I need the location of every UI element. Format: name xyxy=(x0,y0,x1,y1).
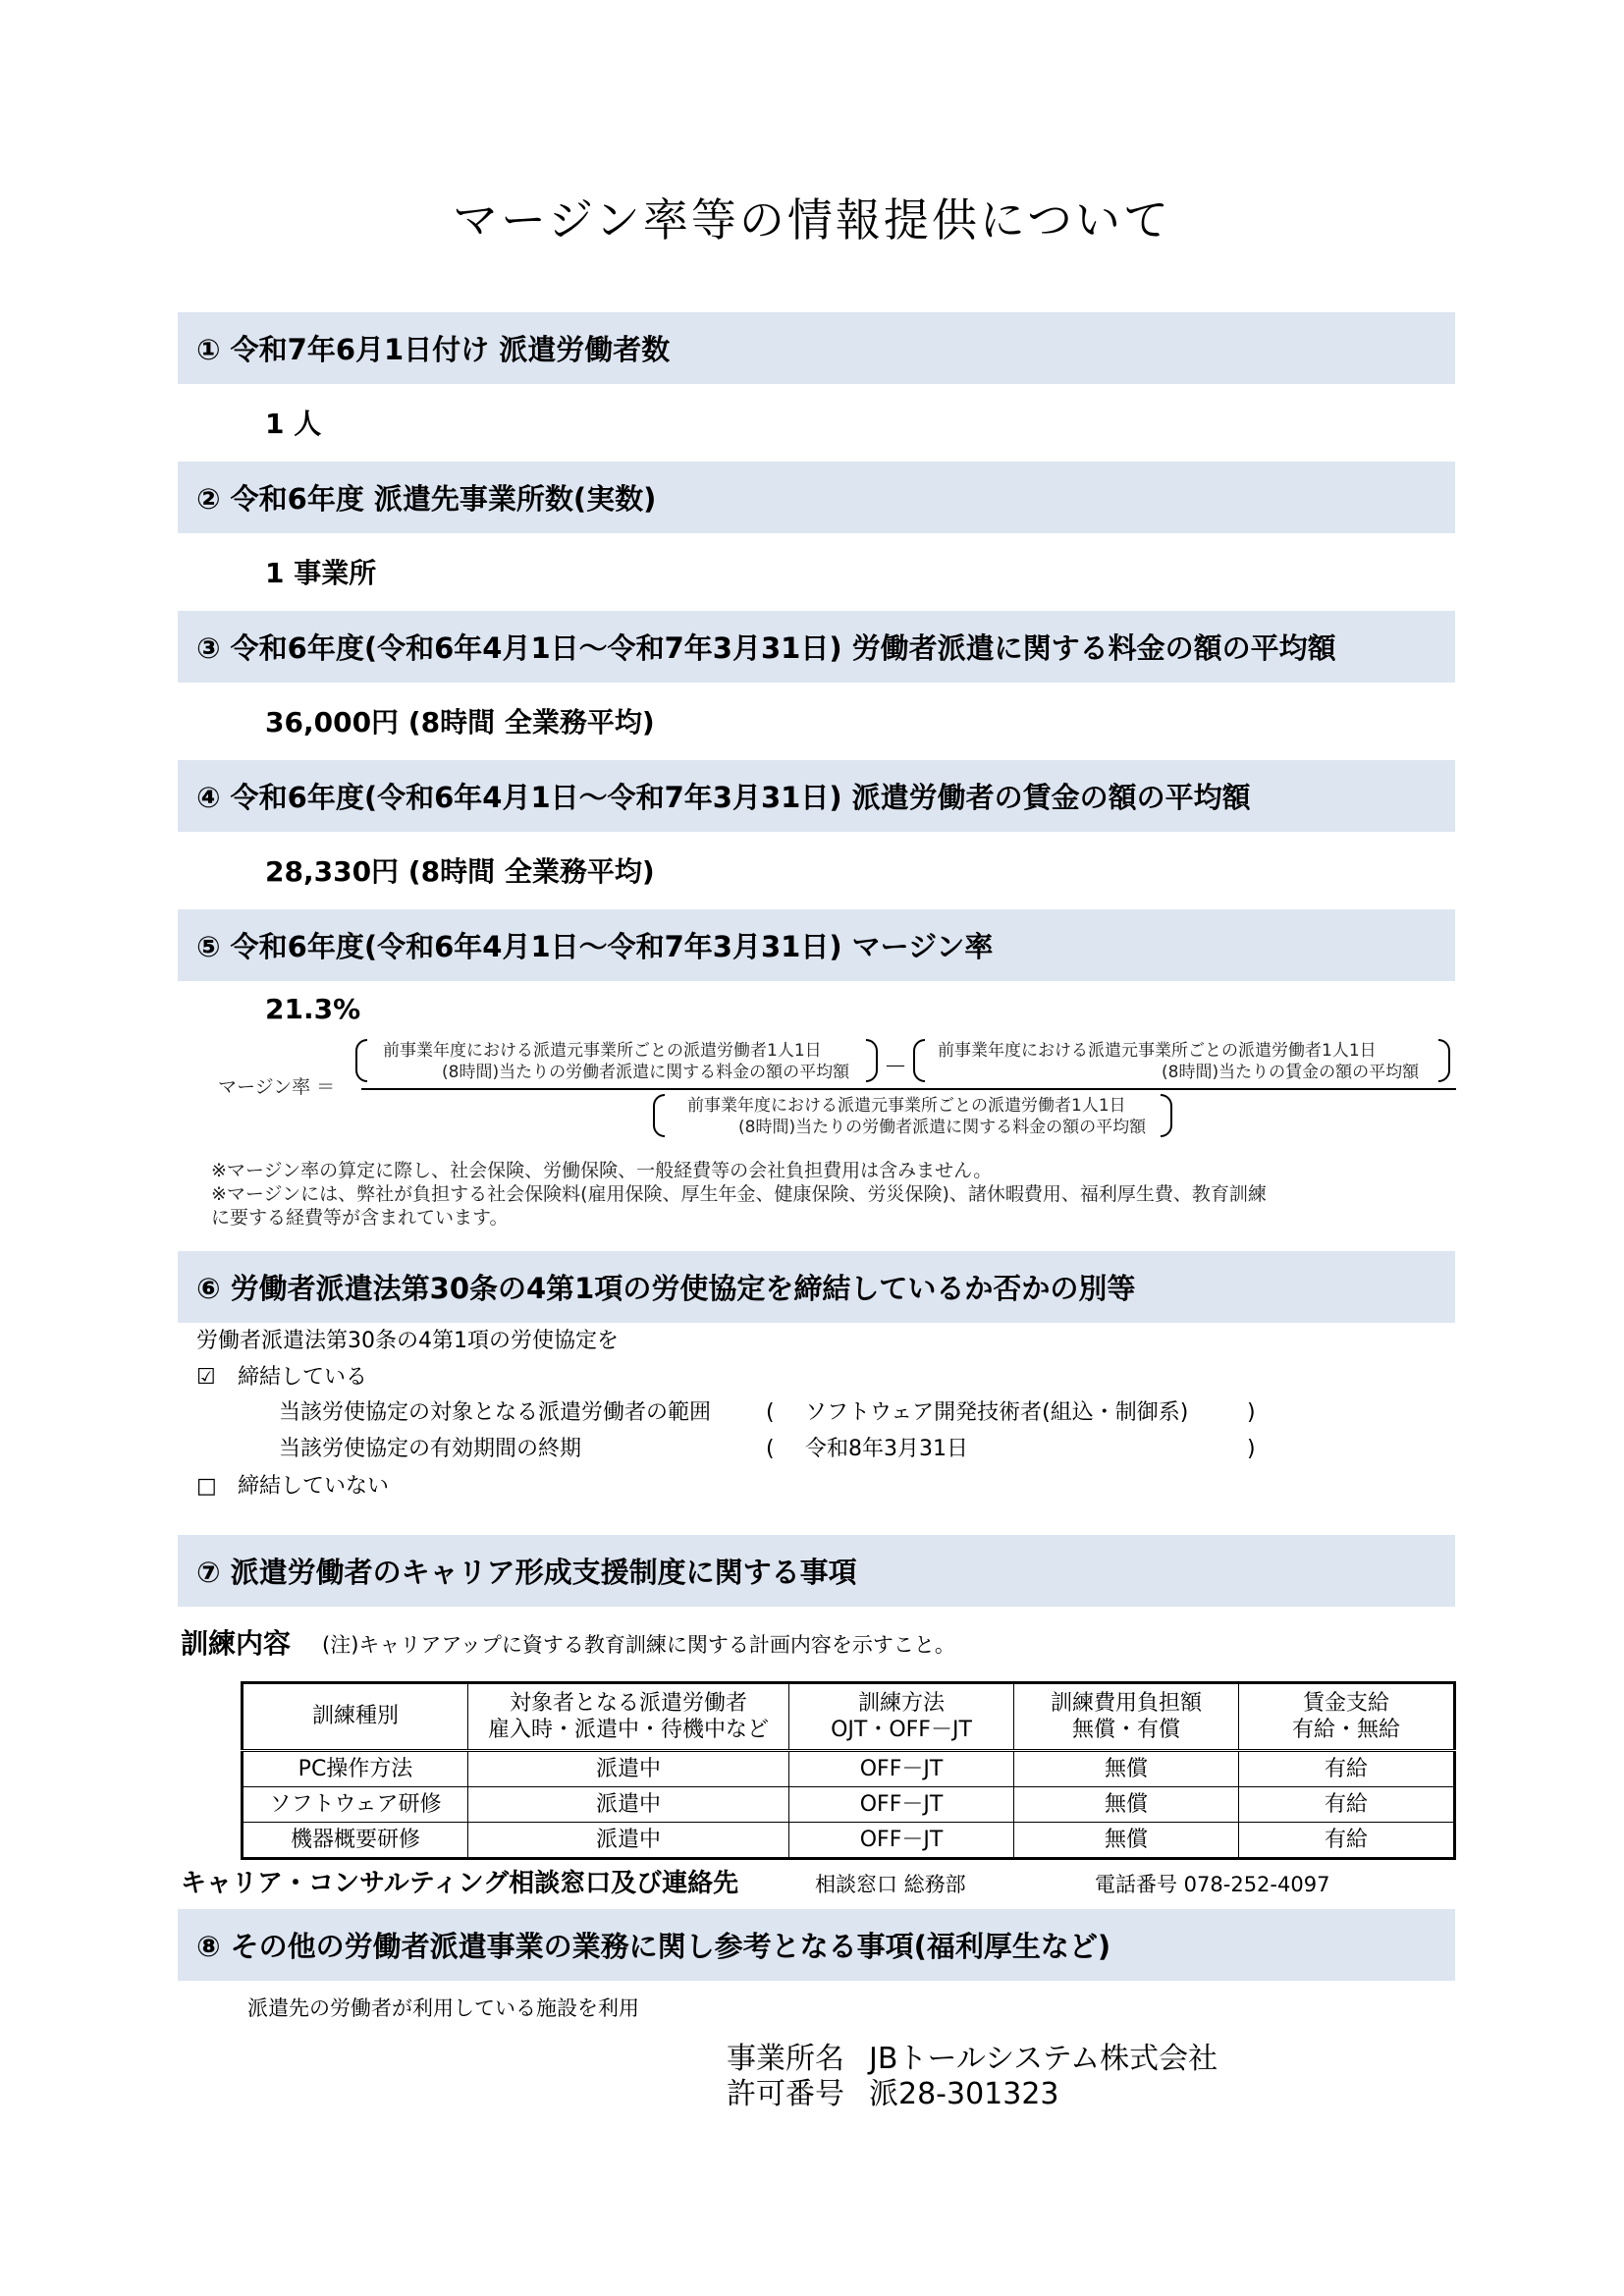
section-5-heading: ⑤ 令和6年度(令和6年4月1日～令和7年3月31日) マージン率 xyxy=(196,930,994,963)
section-8-heading: ⑧ その他の労働者派遣事業の業務に関し参考となる事項(福利厚生など) xyxy=(196,1930,1111,1963)
note-3: に要する経費等が含まれています。 xyxy=(211,1207,509,1229)
term-close-paren: ) xyxy=(1247,1437,1256,1461)
cell-target: 派遣中 xyxy=(468,1823,789,1859)
cell-method: OFF－JT xyxy=(789,1787,1014,1823)
section-6-heading: ⑥ 労働者派遣法第30条の4第1項の労使協定を締結しているか否かの別等 xyxy=(196,1272,1136,1305)
formula-num-left-1: 前事業年度における派遣元事業所ごとの派遣労働者1人1日 xyxy=(383,1041,822,1061)
training-heading: 訓練内容 xyxy=(181,1627,292,1660)
bracket-right-2 xyxy=(1438,1039,1450,1082)
scope-label: 当該労使協定の対象となる派遣労働者の範囲 xyxy=(279,1400,712,1425)
cell-training-type: ソフトウェア研修 xyxy=(243,1787,468,1823)
dispatched-worker-count: 1 人 xyxy=(265,408,322,440)
note-2: ※マージンには、弊社が負担する社会保険料(雇用保険、厚生年金、健康保険、労災保険)、諸休暇費用、福利厚生費、教育訓練 xyxy=(211,1183,1267,1205)
not-concluded-label: 締結していない xyxy=(238,1474,390,1499)
fraction-line xyxy=(361,1088,1456,1090)
scope-close-paren: ) xyxy=(1247,1400,1256,1425)
bracket-right-1 xyxy=(866,1039,878,1082)
term-open-paren: ( xyxy=(766,1437,775,1461)
formula-label: マージン率 ＝ xyxy=(218,1076,336,1098)
section-2-heading: ② 令和6年度 派遣先事業所数(実数) xyxy=(196,482,657,516)
section-7-heading: ⑦ 派遣労働者のキャリア形成支援制度に関する事項 xyxy=(196,1556,857,1589)
bracket-left-1 xyxy=(355,1039,367,1082)
client-office-count: 1 事業所 xyxy=(265,557,377,589)
table-row xyxy=(243,1823,1455,1859)
average-fee: 36,000円 (8時間 全業務平均) xyxy=(265,706,655,738)
header-wage-payment: 賃金支給 有給・無給 xyxy=(1239,1683,1455,1751)
cell-cost: 無償 xyxy=(1014,1751,1239,1787)
not-concluded-checkbox[interactable]: □ xyxy=(196,1474,217,1499)
section-3-heading: ③ 令和6年度(令和6年4月1日～令和7年3月31日) 労働者派遣に関する料金の額の平均額 xyxy=(196,631,1336,665)
cell-wage: 有給 xyxy=(1239,1751,1455,1787)
bracket-left-3 xyxy=(653,1094,665,1137)
cell-training-type: PC操作方法 xyxy=(243,1751,468,1787)
term-label: 当該労使協定の有効期間の終期 xyxy=(279,1437,582,1461)
margin-rate-value: 21.3% xyxy=(265,993,361,1025)
header-training-type: 訓練種別 xyxy=(243,1683,468,1751)
office-name-value: JBトールシステム株式会社 xyxy=(869,2042,1218,2076)
scope-open-paren: ( xyxy=(766,1400,775,1425)
cell-method: OFF－JT xyxy=(789,1751,1014,1787)
formula-den-1: 前事業年度における派遣元事業所ごとの派遣労働者1人1日 xyxy=(687,1096,1126,1116)
cell-target: 派遣中 xyxy=(468,1751,789,1787)
concluded-checkbox[interactable]: ☑ xyxy=(196,1365,216,1390)
bracket-left-2 xyxy=(913,1039,925,1082)
formula-num-right-2: (8時間)当たりの賃金の額の平均額 xyxy=(1162,1063,1420,1082)
concluded-label: 締結している xyxy=(238,1365,368,1390)
consult-window: 相談窓口 総務部 xyxy=(815,1873,966,1896)
cell-cost: 無償 xyxy=(1014,1823,1239,1859)
header-training-cost: 訓練費用負担額 無償・有償 xyxy=(1014,1683,1239,1751)
formula-den-2: (8時間)当たりの労働者派遣に関する料金の額の平均額 xyxy=(738,1118,1147,1137)
office-name-label: 事業所名 xyxy=(727,2042,844,2076)
table-header-row xyxy=(243,1683,1455,1751)
note-1: ※マージン率の算定に際し、社会保険、労働保険、一般経費等の会社負担費用は含みません。 xyxy=(211,1160,993,1181)
average-wage: 28,330円 (8時間 全業務平均) xyxy=(265,855,655,888)
agreement-intro: 労働者派遣法第30条の4第1項の労使協定を xyxy=(196,1329,619,1353)
consult-phone: 電話番号 078-252-4097 xyxy=(1095,1873,1330,1896)
permit-number-label: 許可番号 xyxy=(727,2077,844,2111)
header-target-workers: 対象者となる派遣労働者 雇入時・派遣中・待機中など xyxy=(468,1683,789,1751)
term-value: 令和8年3月31日 xyxy=(805,1437,968,1461)
table-row xyxy=(243,1787,1455,1823)
cell-cost: 無償 xyxy=(1014,1787,1239,1823)
scope-value: ソフトウェア開発技術者(組込・制御系) xyxy=(805,1400,1189,1425)
page-title: マージン率等の情報提供について xyxy=(452,193,1171,246)
section-1-heading: ① 令和7年6月1日付け 派遣労働者数 xyxy=(196,333,671,366)
formula-num-right-1: 前事業年度における派遣元事業所ごとの派遣労働者1人1日 xyxy=(938,1041,1377,1061)
bracket-right-3 xyxy=(1161,1094,1172,1137)
cell-wage: 有給 xyxy=(1239,1787,1455,1823)
cell-target: 派遣中 xyxy=(468,1787,789,1823)
table-row xyxy=(243,1751,1455,1787)
permit-number-value: 派28-301323 xyxy=(869,2077,1059,2111)
formula-minus: － xyxy=(884,1053,907,1080)
cell-training-type: 機器概要研修 xyxy=(243,1823,468,1859)
section-4-heading: ④ 令和6年度(令和6年4月1日～令和7年3月31日) 派遣労働者の賃金の額の平均額 xyxy=(196,781,1251,814)
cell-wage: 有給 xyxy=(1239,1823,1455,1859)
header-training-method: 訓練方法 OJT・OFF－JT xyxy=(789,1683,1014,1751)
training-table xyxy=(241,1681,1456,1860)
training-note: (注)キャリアアップに資する教育訓練に関する計画内容を示すこと。 xyxy=(322,1633,955,1657)
cell-method: OFF－JT xyxy=(789,1823,1014,1859)
formula-num-left-2: (8時間)当たりの労働者派遣に関する料金の額の平均額 xyxy=(442,1063,850,1082)
other-text: 派遣先の労働者が利用している施設を利用 xyxy=(247,1996,639,2020)
consult-label: キャリア・コンサルティング相談窓口及び連絡先 xyxy=(181,1869,739,1898)
